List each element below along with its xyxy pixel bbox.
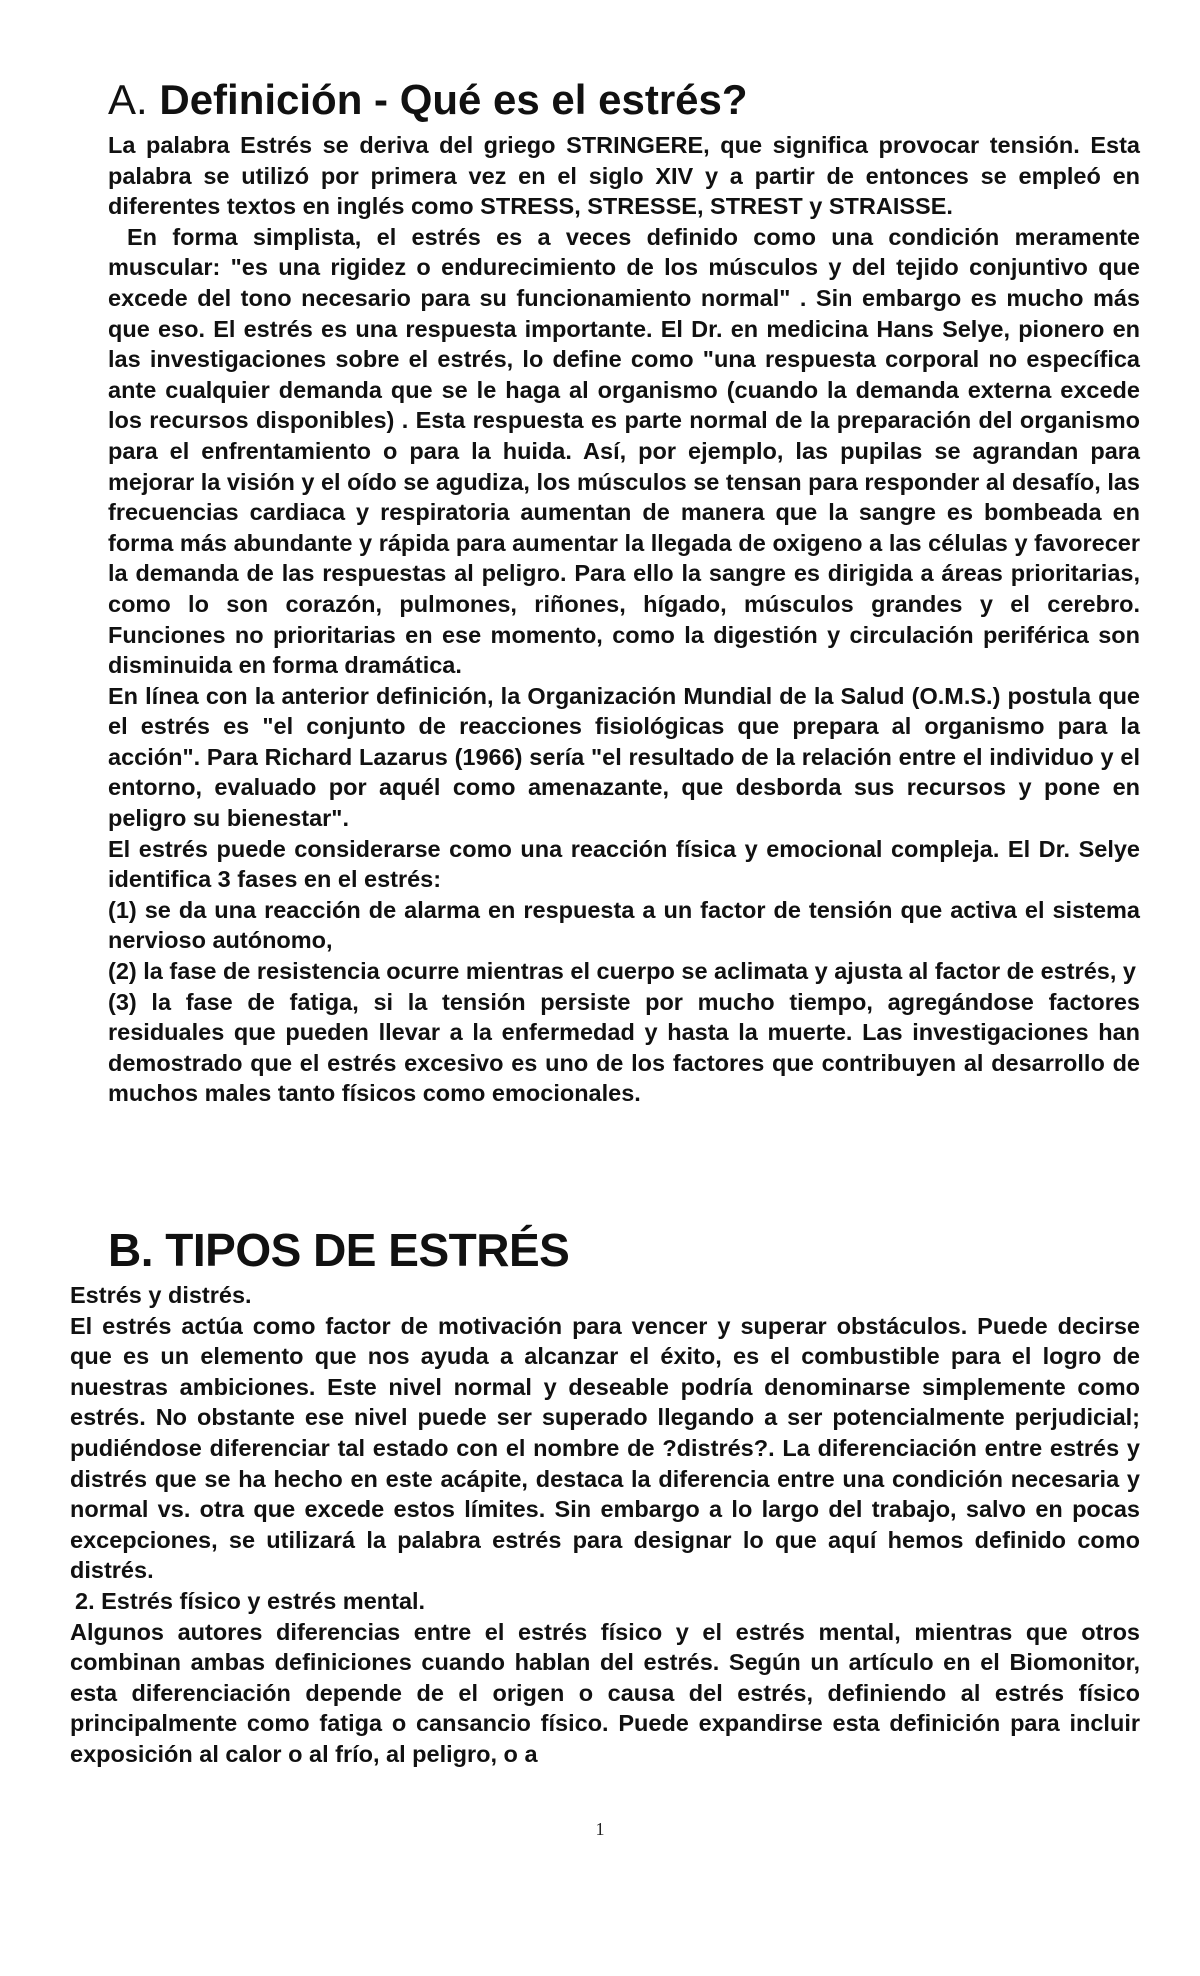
subheading-estres-distres: Estrés y distrés. (70, 1282, 252, 1308)
paragraph-estres-distres: El estrés actúa como factor de motivación para vencer y superar obstáculos. Puede decirse que es un elemento que nos ayuda a alcanzar el éxito, es el combustible para el logro de nuestras ambiciones. Este nivel normal y deseable podría denominarse simplemente como estrés. No obstante ese nivel puede ser superado llegando a ser potencialmente perjudicial; pudiéndose diferenciar tal estado con el nombre de ?distrés?. La diferenciación entre estrés y distrés que se ha hecho en este acápite, destaca la diferencia entre una condición necesaria y normal vs. otra que excede estos límites. Sin embargo a lo largo del trabajo, salvo en pocas excepciones, se utilizará la palabra estrés para designar lo que aquí hemos definido como distrés. (70, 1312, 1140, 1584)
paragraph-selye-phases-intro: El estrés puede considerarse como una reacción física y emocional compleja. El Dr. Selye identifica 3 fases en el estrés: (108, 835, 1140, 893)
section-definition (108, 74, 1140, 1109)
paragraph-oms: En línea con la anterior definición, la Organización Mundial de la Salud (O.M.S.) postula que el estrés es "el conjunto de reacciones fisiológicas que prepara al organismo para la acción". Para Richard Lazarus (1966) sería "el resultado de la relación entre el individuo y el entorno, evaluado por aquél como amenazante, que desborda sus recursos y pone en peligro su bienestar". (108, 682, 1140, 832)
paragraph-etymology: La palabra Estrés se deriva del griego STRINGERE, que significa provocar tensión. Esta palabra se utilizó por primera vez en el siglo XIV y a partir de entonces se empleó en diferentes textos en inglés como STRESS, STRESSE, STREST y STRAISSE. (108, 132, 1140, 220)
paragraph-phase-1: (1) se da una reacción de alarma en respuesta a un factor de tensión que activa el sistema nervioso autónomo, (108, 896, 1140, 954)
section-types (70, 1222, 1140, 1770)
section-a-heading (108, 74, 1140, 126)
paragraph-phase-3: (3) la fase de fatiga, si la tensión persiste por mucho tiempo, agregándose factores residuales que pueden llevar a la enfermedad y hasta la muerte. Las investigaciones han demostrado que el estrés excesivo es uno de los factores que contribuyen al desarrollo de muchos males tanto físicos como emocionales. (108, 988, 1140, 1107)
section-a-heading-prefix: A. (108, 76, 148, 123)
section-b-heading: B. TIPOS DE ESTRÉS (108, 1224, 570, 1276)
paragraph-definition: En forma simplista, el estrés es a veces definido como una condición meramente muscular: "es una rigidez o endurecimiento de los músculos y del tejido conjuntivo que excede del tono necesario para su funcionamiento normal" . Sin embargo es mucho más que eso. El estrés es una respuesta importante. El Dr. en medicina Hans Selye, pionero en las investigaciones sobre el estrés, lo define como "una respuesta corporal no específica ante cualquier demanda que se le haga al organismo (cuando la demanda externa excede los recursos disponibles) . Esta respuesta es parte normal de la preparación del organismo para el enfrentamiento o para la huida. Así, por ejemplo, las pupilas se agrandan para mejorar la visión y el oído se agudiza, los músculos se tensan para responder al desafío, las frecuencias cardiaca y respiratoria aumentan de manera que la sangre es bombeada en forma más abundante y rápida para aumentar la llegada de oxigeno a las células y favorecer la demanda de las respuestas al peligro. Para ello la sangre es dirigida a áreas prioritarias, como lo son corazón, pulmones, riñones, hígado, músculos grandes y el cerebro. Funciones no prioritarias en ese momento, como la digestión y circulación periférica son disminuida en forma dramática. (108, 223, 1140, 679)
paragraph-fisico-mental: Algunos autores diferencias entre el estrés físico y el estrés mental, mientras que otros combinan ambas definiciones cuando hablan del estrés. Según un artículo en el Biomonitor, esta diferenciación depende de el origen o causa del estrés, definiendo al estrés físico principalmente como fatiga o cansancio físico. Puede expandirse esta definición para incluir exposición al calor o al frío, al peligro, o a (70, 1618, 1140, 1767)
subheading-fisico-mental: 2. Estrés físico y estrés mental. (75, 1587, 426, 1614)
section-a-heading-title: Definición - Qué es el estrés? (159, 76, 748, 123)
page-number: 1 (595, 1819, 605, 1839)
paragraph-phase-2: (2) la fase de resistencia ocurre mientras el cuerpo se aclimata y ajusta al factor de estrés, y (108, 958, 1136, 985)
